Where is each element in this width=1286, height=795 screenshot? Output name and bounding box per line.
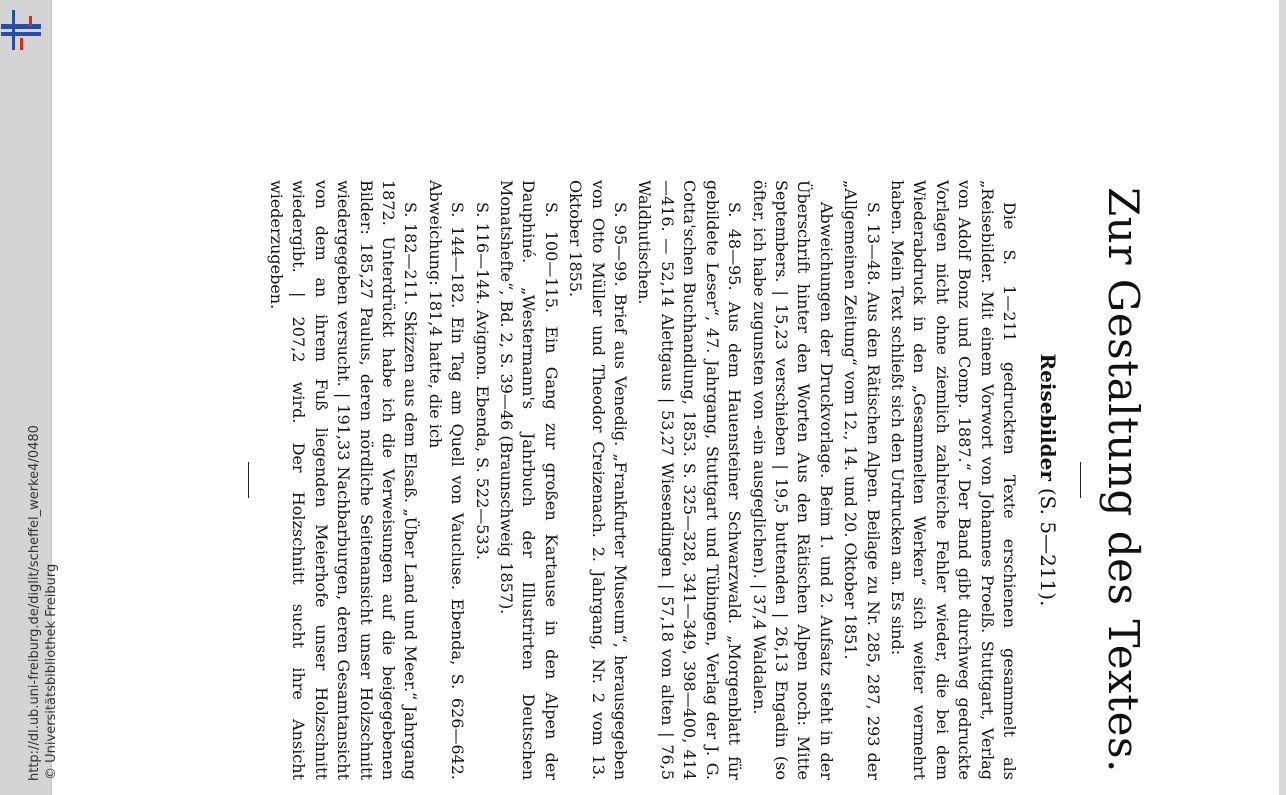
paragraph: S. 95—99. Brief aus Venedig. „Frankfurter Museum“, herausgegeben von Otto Müller und Theodor Creizenach. 2. Jahrgang, Nr. 2 vom 13. Oktober 1855. — [566, 180, 631, 780]
body-text — [265, 180, 1020, 780]
scanned-page-area — [60, 0, 1275, 795]
copyright-text: © Universitätsbibliothek Freiburg — [44, 563, 59, 780]
end-divider — [248, 462, 249, 498]
scanned-page — [180, 180, 1160, 780]
section-heading-text: Reisebilder — [1036, 353, 1060, 481]
title-divider — [1080, 462, 1081, 498]
paragraph: Die S. 1—211 gedruckten Texte erschienen gesammelt als „Reisebilder. Mit einem Vorwort von Johannes Proelß. Stuttgart, Verlag von Adolf Bonz und Comp. 1887.“ Der Band gibt durchweg gedruckte Vorlagen nicht ohne ziemlich zahlreiche Fehler wieder, die bei dem Wiederabdruck in den „Gesammelten Werken“ sich weiter vermehrt haben. Mein Text schließt sich den Urdrucken an. Es sind: — [887, 180, 1019, 780]
source-url-link[interactable]: http://dl.ub.uni-freiburg.de/diglit/scheffel_werke4/0480 — [27, 425, 42, 781]
section-heading — [1036, 180, 1060, 780]
sidebar-caption — [25, 1, 63, 781]
paragraph: S. 100—115. Ein Gang zur großen Kartause in den Alpen der Dauphiné. „Westermann's Jahrbuch der Illustrirten Deutschen Monatshefte“, Bd. 2, S. 39—46 (Braunschweig 1857). — [497, 180, 561, 780]
paragraph: S. 116—144. Avignon. Ebenda, S. 522—533. — [472, 202, 492, 560]
paragraph: S. 182—211. Skizzen aus dem Elsaß. „Über Land und Meer.“ Jahrgang 1872. Unterdrückt habe ich die Verweisungen auf die beigegebenen Bilder: 185,27 Paulus, deren nördliche Seitenansicht unser Holzschnitt wiedergegeben versucht. | 191,33 Nachbarburgen, deren Gesamtansicht von dem an ihrem Fuß liegenden Meierhofe unser Holzschnitt wiedergibt. | 207,2 wird. Der Holzschnitt sucht ihre Ansicht wiederzugeben. — [267, 180, 421, 780]
page-title: Zur Gestaltung des Textes. — [1099, 187, 1148, 773]
paragraph: S. 144—182. Ein Tag am Quell von Vaucluse. Ebenda, S. 626—642. Abweichung: 181,4 hatte, die ich — [425, 180, 468, 780]
section-range: (S. 5—211). — [1036, 487, 1060, 607]
paragraph: S. 13—48. Aus den Rätischen Alpen. Beilage zu Nr. 285, 287, 293 der „Allgemeinen Zeitung“ vom 12., 14. und 20. Oktober 1851. — [841, 180, 883, 780]
page-edge-bar — [1279, 0, 1286, 795]
paragraph: Abweichungen der Druckvorlage. Beim 1. und 2. Aufsatz steht in der Überschrift hinter den Worten Aus den Rätischen Alpen noch: Mitte Septembers. | 15,23 verschieben | 19,5 buttenden | 26,13 Engadin (so öfter, ich habe zugunsten von -ein ausgeglichen). | 37,4 Waldalen. — [749, 180, 836, 780]
paragraph: S. 48—95. Aus dem Hauensteiner Schwarzwald. „Morgenblatt für gebildete Leser“, 47. Jahrgang, Stuttgart und Tübingen, Verlag der J. G. Cotta'schen Buchhandlung, 1853. S. 325—328, 341—349, 398—400, 414—416. — 52,14 Alettgaus | 53,27 Wiesendingen | 57,18 von alten | 76,5 Waldhutischen. — [635, 180, 745, 780]
viewer-sidebar — [0, 0, 59, 795]
